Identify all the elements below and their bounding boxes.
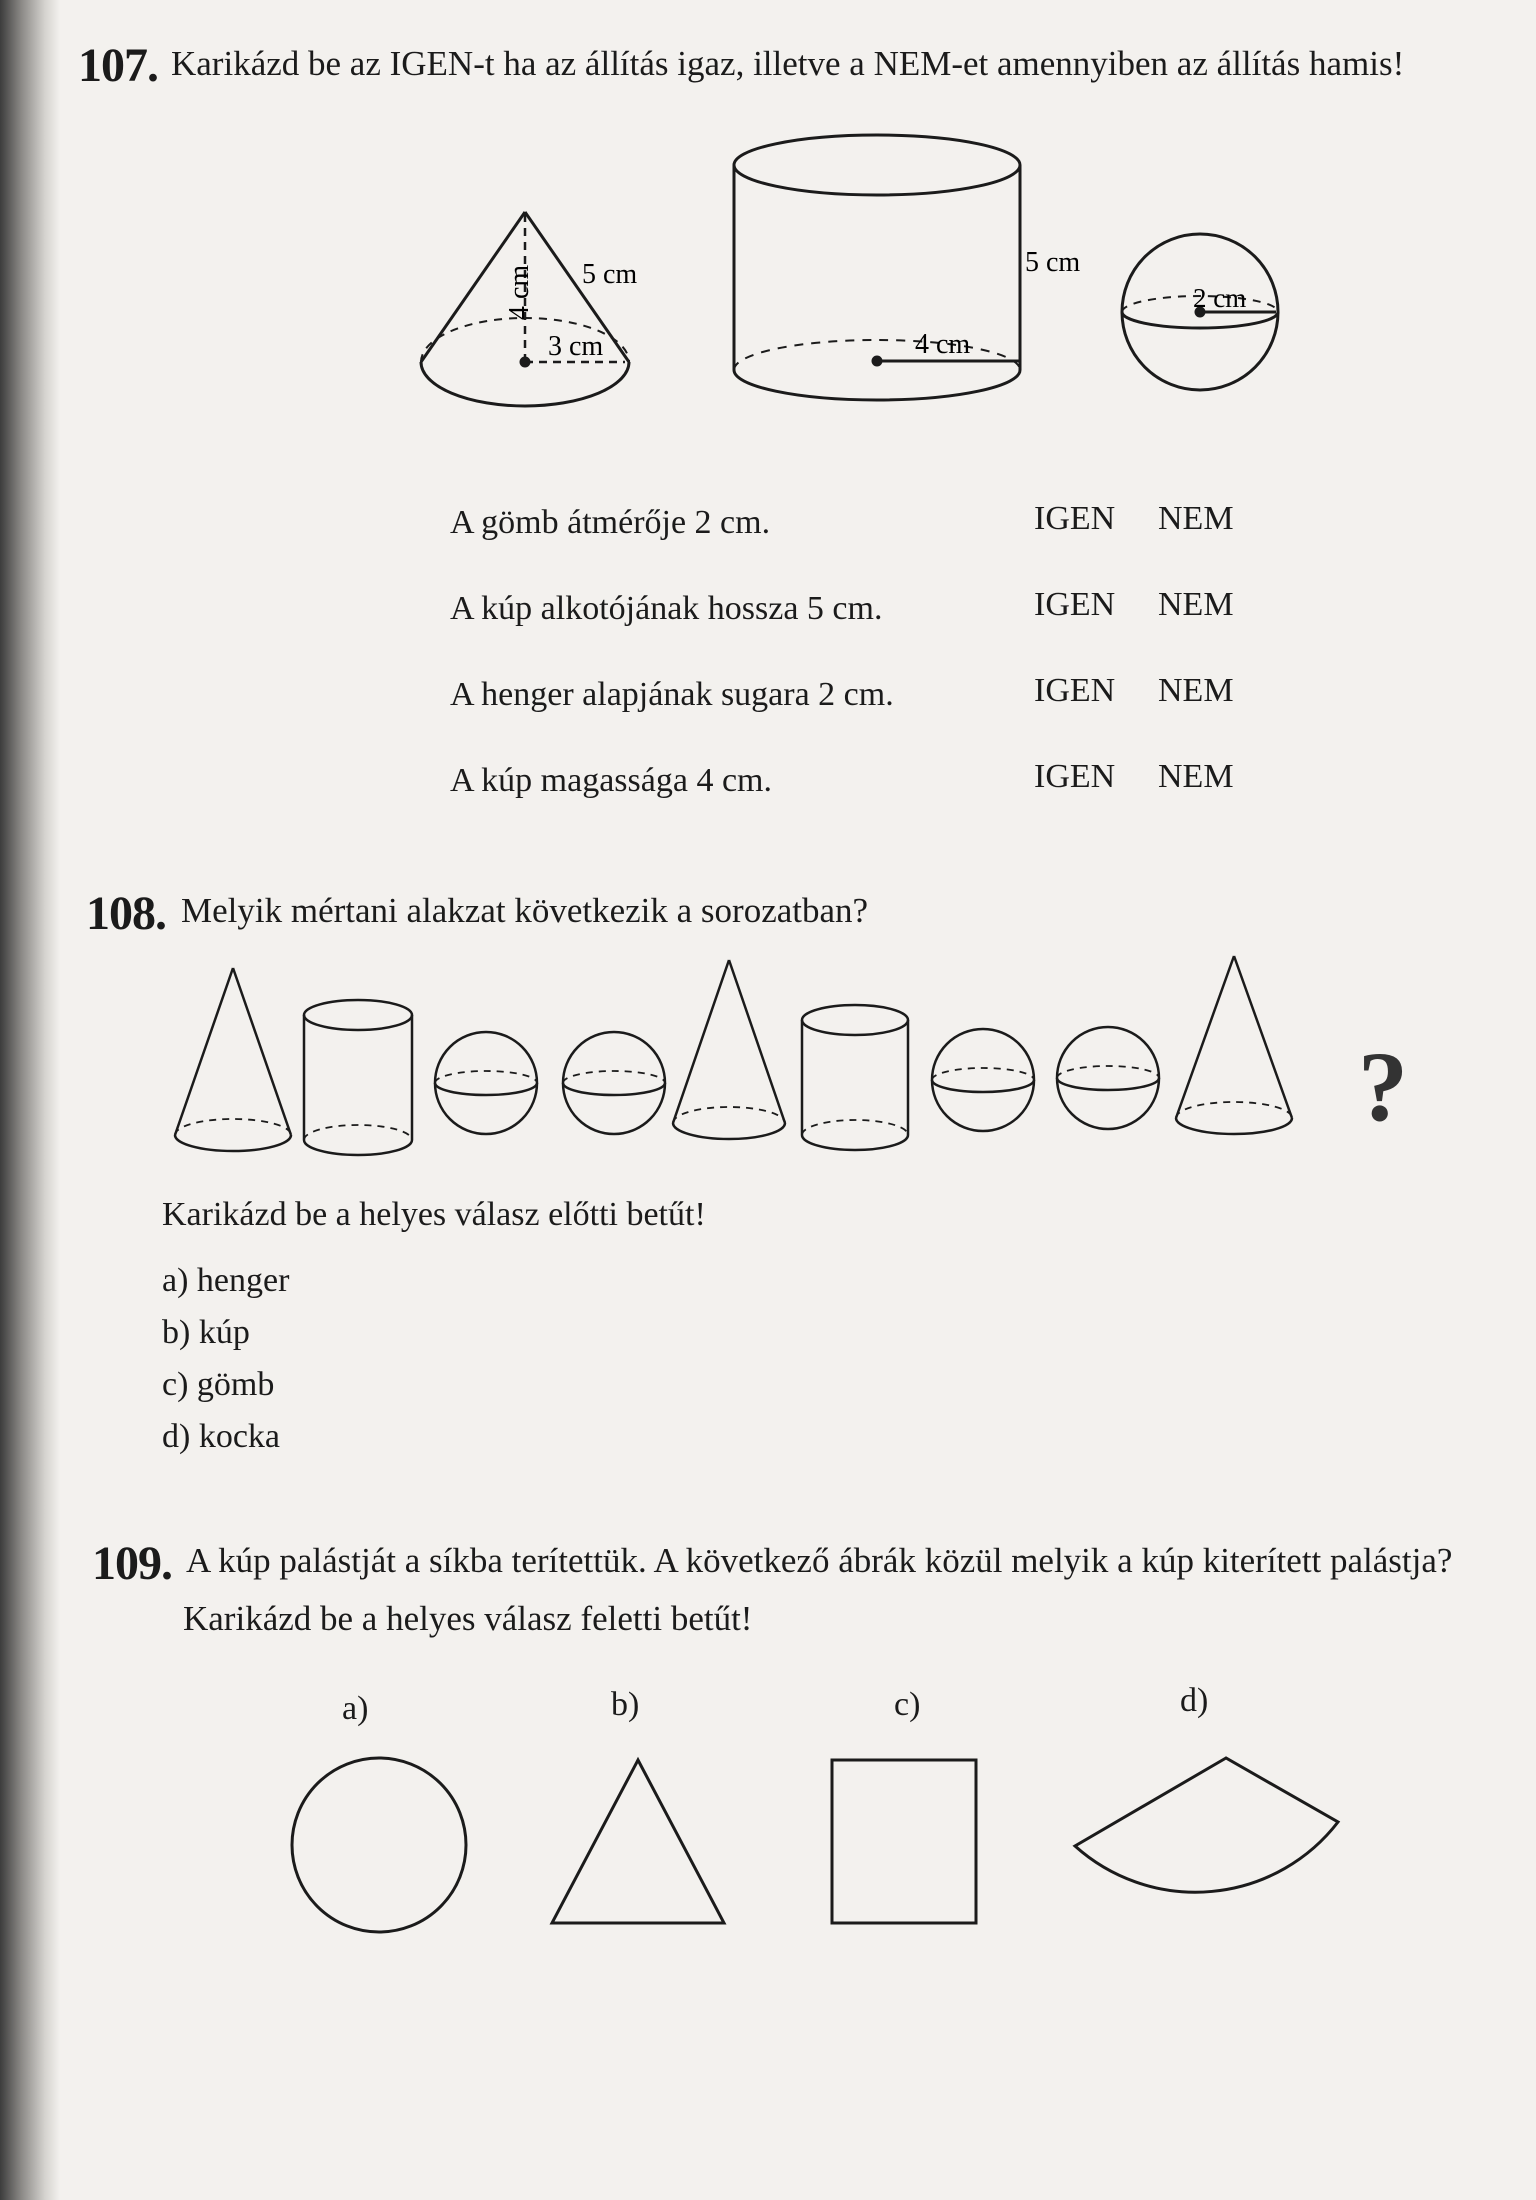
- cone-height-label: 4 cm: [504, 264, 535, 320]
- q109-option-a-label[interactable]: a): [342, 1690, 369, 1727]
- sequence-cylinder-2: [802, 1005, 908, 1150]
- statement-2-no[interactable]: NEM: [1158, 586, 1234, 623]
- q108-instruction: Karikázd be a helyes válasz előtti betűt!: [162, 1196, 706, 1233]
- q109-instruction: Karikázd be a helyes válasz feletti betűt!: [183, 1599, 753, 1638]
- statement-4: A kúp magassága 4 cm.: [450, 762, 772, 799]
- q107-prompt: Karikázd be az IGEN-t ha az állítás igaz, illetve a NEM-et amennyiben az állítás hamis!: [171, 44, 1405, 83]
- q109-prompt: A kúp palástját a síkba terítettük. A következő ábrák közül melyik a kúp kiterített palástja?: [186, 1541, 1453, 1580]
- option-b-triangle: [552, 1760, 724, 1923]
- q109-option-c-label[interactable]: c): [894, 1686, 921, 1723]
- option-d-sector: [1075, 1758, 1338, 1892]
- cylinder-height-label: 5 cm: [1025, 247, 1081, 278]
- q108-option-c[interactable]: c) gömb: [162, 1366, 275, 1403]
- cone-slant-label: 5 cm: [582, 259, 638, 290]
- statement-1-no[interactable]: NEM: [1158, 500, 1234, 537]
- sequence-sphere-3: [932, 1029, 1034, 1131]
- sequence-cone-1: [175, 968, 291, 1151]
- q108-prompt: Melyik mértani alakzat következik a sorozatban?: [181, 891, 869, 930]
- sequence-cylinder-1: [304, 1000, 412, 1155]
- sequence-question-mark: ?: [1358, 1031, 1408, 1142]
- sphere-radius-label: 2 cm: [1193, 283, 1247, 313]
- cone-radius-label: 3 cm: [548, 331, 604, 362]
- sequence-sphere-4: [1057, 1027, 1159, 1129]
- q108-number: 108.: [86, 887, 166, 940]
- option-c-square: [832, 1760, 976, 1923]
- q108-sequence: [0, 940, 1536, 1180]
- sequence-sphere-1: [435, 1032, 537, 1134]
- sequence-cone-2: [673, 960, 785, 1139]
- cylinder-figure: [734, 135, 1020, 400]
- sequence-sphere-2: [563, 1032, 665, 1134]
- statement-1-yes[interactable]: IGEN: [1034, 500, 1116, 537]
- sequence-cone-3: [1176, 956, 1292, 1134]
- statement-3-yes[interactable]: IGEN: [1034, 672, 1116, 709]
- q108-option-d[interactable]: d) kocka: [162, 1418, 281, 1455]
- option-a-circle: [292, 1758, 466, 1932]
- statement-3: A henger alapjának sugara 2 cm.: [450, 676, 894, 713]
- q108-option-b[interactable]: b) kúp: [162, 1314, 250, 1351]
- statement-4-yes[interactable]: IGEN: [1034, 758, 1116, 795]
- q107-figures: [0, 0, 1536, 460]
- q109-option-b-label[interactable]: b): [611, 1686, 640, 1723]
- statement-1: A gömb átmérője 2 cm.: [450, 504, 771, 541]
- q109-number: 109.: [92, 1537, 172, 1590]
- q108-option-a[interactable]: a) henger: [162, 1262, 290, 1299]
- cylinder-radius-label: 4 cm: [915, 329, 971, 360]
- statement-3-no[interactable]: NEM: [1158, 672, 1234, 709]
- q107-number: 107.: [78, 39, 158, 92]
- q109-shapes: [0, 1730, 1536, 1960]
- statement-2-yes[interactable]: IGEN: [1034, 586, 1116, 623]
- statement-2: A kúp alkotójának hossza 5 cm.: [450, 590, 883, 627]
- statement-4-no[interactable]: NEM: [1158, 758, 1234, 795]
- q109-option-d-label[interactable]: d): [1180, 1682, 1209, 1719]
